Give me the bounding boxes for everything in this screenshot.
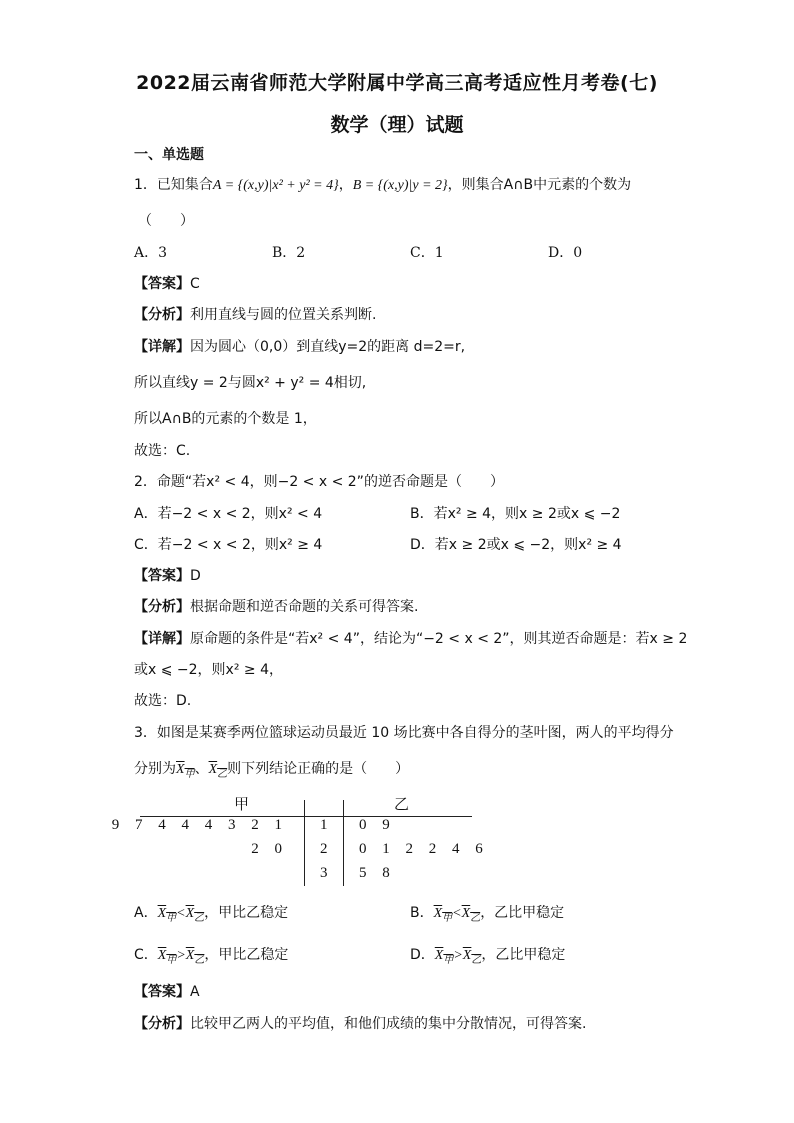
q1-paren: （ ） — [138, 213, 194, 229]
q1-option-a: A．3 — [134, 245, 168, 261]
q1-analysis — [134, 306, 376, 324]
q1-set-a: A = {(x,y)|x² + y² = 4} — [212, 178, 339, 193]
table-row1-stem: 1 — [320, 817, 328, 833]
q1-detail-line4: 故选：C. — [134, 443, 191, 459]
q2-analysis — [134, 598, 418, 616]
q1-analysis-text: 利用直线与圆的位置关系判断. — [190, 307, 377, 323]
q2-detail-text: 原命题的条件是“若x² < 4”，结论为“−2 < x < 2”，则其逆否命题是：若x ≥ 2 — [190, 631, 688, 647]
q3-d-xy: $X_乙$ — [462, 948, 482, 966]
q3-d-xj: $X_甲$ — [434, 948, 454, 966]
q1-answer-value: C — [190, 276, 200, 292]
q3-b-xy: $X_乙$ — [461, 906, 481, 924]
table-row3-right: 5 8 — [359, 865, 396, 881]
q2-option-d: D．若x ≥ 2或x ⩽ −2，则x² ≥ 4 — [410, 537, 622, 553]
paper-title: 2022届云南省师范大学附属中学高三高考适应性月考卷(七) — [136, 72, 658, 94]
q3-stem-line2 — [134, 760, 409, 784]
q1-sep: ， — [338, 177, 353, 193]
q3-answer — [134, 983, 200, 1001]
q1-detail — [134, 338, 465, 356]
q2-answer — [134, 567, 201, 585]
table-head-jia: 甲 — [234, 797, 250, 813]
stem-leaf-table — [111, 796, 489, 886]
q2-analysis-text: 根据命题和逆否命题的关系可得答案. — [190, 599, 419, 615]
q3-analysis-tag: 【分析】 — [134, 1016, 190, 1032]
table-rule-right — [343, 800, 344, 886]
q1-stem-start: 1．已知集合 — [134, 177, 213, 193]
q2-detail-line3: 故选：D. — [134, 693, 192, 709]
q1-answer — [134, 275, 200, 293]
q3-analysis — [134, 1015, 586, 1033]
q1-option-d: D．0 — [548, 245, 583, 261]
q1-stem-end: ，则集合A∩B中元素的个数为 — [447, 177, 632, 193]
q3-stem-end: 则下列结论正确的是（ ） — [227, 761, 410, 777]
q2-option-c: C．若−2 < x < 2，则x² ≥ 4 — [134, 537, 323, 553]
q1-detail-tag: 【详解】 — [134, 339, 190, 355]
table-head-yi: 乙 — [394, 797, 410, 813]
q2-detail — [134, 630, 687, 648]
q1-answer-tag: 【答案】 — [134, 276, 190, 292]
table-row2-stem: 2 — [320, 841, 328, 857]
q3-answer-tag: 【答案】 — [134, 984, 190, 1000]
table-rule-left — [304, 800, 305, 886]
q2-option-a: A．若−2 < x < 2，则x² < 4 — [134, 506, 323, 522]
q3-answer-value: A — [190, 984, 200, 1000]
q3-c-xy: $X_乙$ — [185, 948, 205, 966]
q1-option-c: C．1 — [410, 245, 444, 261]
q1-detail-line3: 所以A∩B的元素的个数是 1， — [134, 411, 317, 427]
q1-detail-line2: 所以直线y = 2与圆x² + y² = 4相切, — [134, 375, 367, 391]
q1-option-b: B．2 — [272, 245, 306, 261]
q3-mean-yi: $X_乙$ — [208, 762, 228, 780]
q3-stem-line1: 3．如图是某赛季两位篮球运动员最近 10 场比赛中各自得分的茎叶图，两人的平均得分 — [134, 725, 674, 741]
q1-stem — [134, 176, 631, 195]
q3-option-a: A．$X_甲<X_乙$，甲比乙稳定 — [134, 905, 289, 924]
q3-option-c: C．$X_甲>X_乙$，甲比乙稳定 — [134, 947, 289, 966]
q3-a-xy: $X_乙$ — [185, 906, 205, 924]
q3-a-xj: $X_甲$ — [157, 906, 177, 924]
q2-detail-line2: 或x ⩽ −2，则x² ≥ 4， — [134, 662, 283, 678]
q3-option-d: D．$X_甲>X_乙$，乙比甲稳定 — [410, 947, 566, 966]
table-row3-stem: 3 — [320, 865, 328, 881]
table-row2-right: 0 1 2 2 4 6 — [359, 841, 489, 857]
table-row2-left: 2 0 — [251, 841, 288, 857]
table-row1-right: 0 9 — [359, 817, 396, 833]
q2-option-b: B．若x² ≥ 4，则x ≥ 2或x ⩽ −2 — [410, 506, 621, 522]
q1-set-b: B = {(x,y)|y = 2} — [352, 178, 448, 193]
q3-dot: 、 — [194, 761, 209, 777]
q3-option-b: B．$X_甲<X_乙$，乙比甲稳定 — [410, 905, 565, 924]
q2-detail-tag: 【详解】 — [134, 631, 190, 647]
q2-analysis-tag: 【分析】 — [134, 599, 190, 615]
q2-stem: 2．命题“若x² < 4，则−2 < x < 2”的逆否命题是（ ） — [134, 474, 504, 490]
q3-c-xj: $X_甲$ — [157, 948, 177, 966]
q3-analysis-text: 比较甲乙两人的平均值，和他们成绩的集中分散情况，可得答案. — [190, 1016, 587, 1032]
q1-analysis-tag: 【分析】 — [134, 307, 190, 323]
paper-subtitle: 数学（理）试题 — [330, 114, 464, 136]
q1-detail-text: 因为圆心（0,0）到直线y=2的距离 d=2=r, — [190, 339, 466, 355]
section-heading: 一、单选题 — [134, 147, 204, 163]
q3-mean-jia: $X_甲$ — [176, 762, 195, 780]
q2-answer-tag: 【答案】 — [134, 568, 190, 584]
q3-b-xj: $X_甲$ — [433, 906, 453, 924]
q2-answer-value: D — [190, 568, 201, 584]
q3-stem-start: 分别为 — [134, 761, 176, 777]
table-row1-left: 9 7 4 4 4 3 2 1 — [111, 817, 288, 833]
